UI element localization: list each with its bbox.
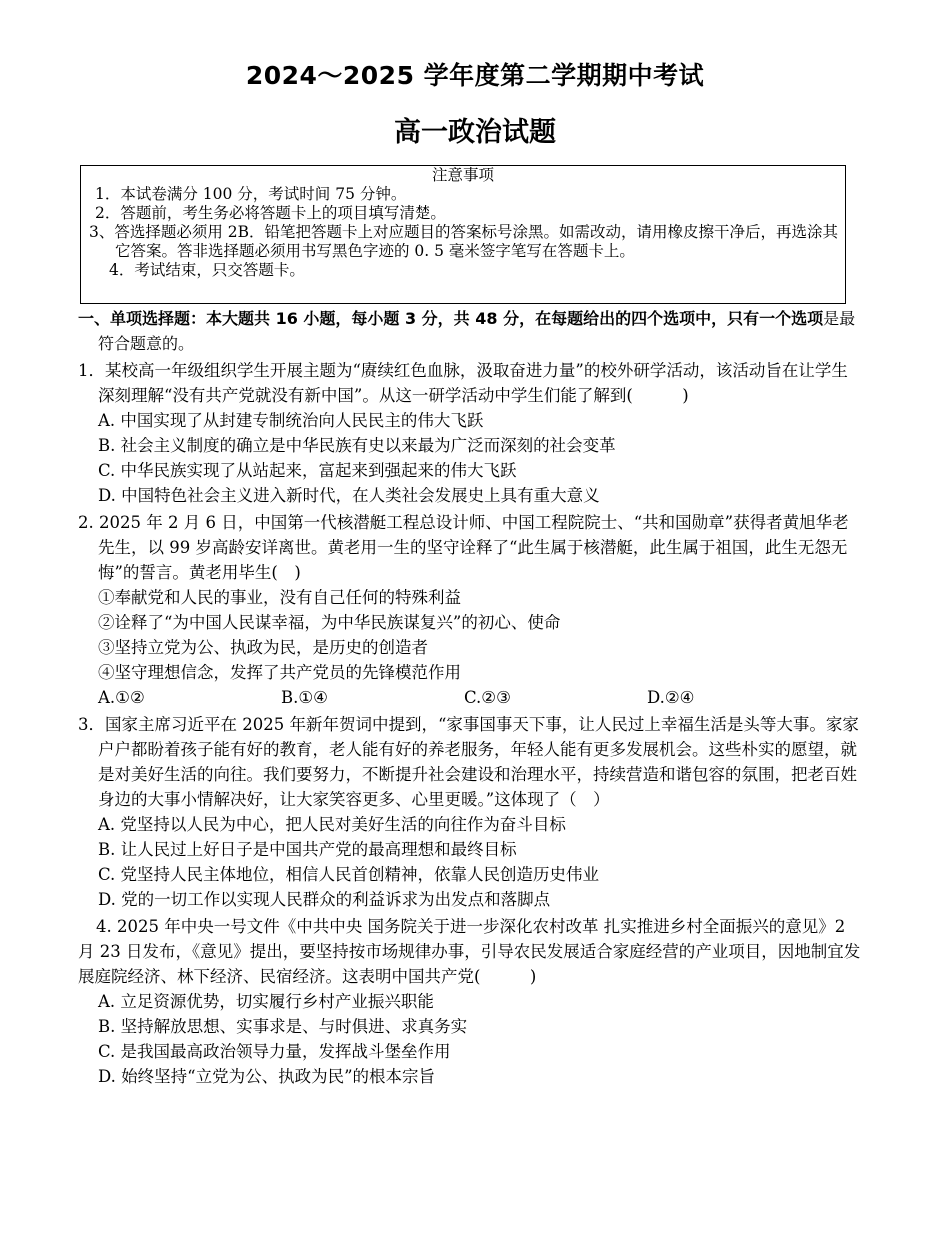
questions-area [78, 306, 864, 1089]
answer-option: A. 中国实现了从封建专制统治向人民民主的伟大飞跃 [98, 411, 484, 430]
answer-option: D. 中国特色社会主义进入新时代，在人类社会发展史上具有重大意义 [98, 486, 600, 505]
answer-option: B. 坚持解放思想、实事求是、与时俱进、求真务实 [98, 1017, 468, 1036]
notice-heading: 注意事项 [431, 166, 494, 184]
notice-item: 1．本试卷满分 100 分，考试时间 75 分钟。 [95, 185, 407, 203]
answer-option: A. 党坚持以人民为中心，把人民对美好生活的向往作为奋斗目标 [98, 815, 566, 834]
answer-option: C. 中华民族实现了从站起来，富起来到强起来的伟大飞跃 [98, 461, 517, 480]
notice-item: 3、答选择题必须用 2B．铅笔把答题卡上对应题目的答案标号涂黑。如需改动，请用橡皮擦干净后，再选涂其它答案。答非选择题必须用书写黑色字迹的 0. 5 毫米签字笔写在答题卡上。 [89, 223, 839, 260]
question-stem: 4. 2025 年中央一号文件《中共中央 国务院关于进一步深化农村改革 扎实推进乡村全面振兴的意见》2 月 23 日发布，《意见》提出，要坚持按市场规律办事，引导农民发展适合家庭经营的产业项目，因地制宜发展庭院经济、林下经济、民宿经济。这表明中国共产党( ) [78, 917, 861, 986]
answer-option: C.②③ [464, 688, 511, 707]
question-stem: 3．国家主席习近平在 2025 年新年贺词中提到，“家事国事天下事，让人民过上幸福生活是头等大事。家家户户都盼着孩子能有好的教育，老人能有好的养老服务，年轻人能有更多发展机会。这些朴实的愿望，就是对美好生活的向往。我们要努力，不断提升社会建设和治理水平，持续营造和谐包容的氛围，把老百姓身边的大事小情解决好，让大家笑容更多、心里更暖。”这体现了（ ） [78, 715, 859, 809]
exam-title: 2024～2025 学年度第二学期期中考试 [245, 61, 705, 90]
answer-option: D. 党的一切工作以实现人民群众的利益诉求为出发点和落脚点 [98, 890, 551, 909]
statement-item: ③坚持立党为公、执政为民，是历史的创造者 [98, 638, 428, 657]
answer-option: B.①④ [281, 688, 328, 707]
answer-option: A.①② [98, 688, 145, 707]
section-heading [78, 306, 864, 356]
question-stem: 1．某校高一年级组织学生开展主题为“赓续红色血脉，汲取奋进力量”的校外研学活动，该活动旨在让学生深刻理解“没有共产党就没有新中国”。从这一研学活动中学生们能了解到( ) [78, 361, 848, 405]
statement-item: ④坚守理想信念，发挥了共产党员的先锋模范作用 [98, 663, 461, 682]
answer-option: B. 社会主义制度的确立是中华民族有史以来最为广泛而深刻的社会变革 [98, 436, 616, 455]
answer-option: B. 让人民过上好日子是中国共产党的最高理想和最终目标 [98, 840, 517, 859]
statement-item: ②诠释了“为中国人民谋幸福，为中华民族谋复兴”的初心、使命 [98, 613, 561, 632]
question-stem: 2. 2025 年 2 月 6 日，中国第一代核潜艇工程总设计师、中国工程院院士、“共和国勋章”获得者黄旭华老先生，以 99 岁高龄安详离世。黄老用一生的坚守诠释了“此生属于核潜艇，此生属于祖国，此生无怨无悔”的誓言。黄老用毕生( ) [78, 513, 849, 582]
notice-box [80, 165, 846, 304]
exam-subtitle: 高一政治试题 [394, 117, 556, 148]
notice-item: 4．考试结束，只交答题卡。 [109, 261, 305, 279]
answer-option: D. 始终坚持“立党为公、执政为民”的根本宗旨 [98, 1067, 436, 1086]
answer-option: C. 党坚持人民主体地位，相信人民首创精神，依靠人民创造历史伟业 [98, 865, 600, 884]
notice-item: 2．答题前，考生务必将答题卡上的项目填写清楚。 [95, 204, 446, 222]
answer-option: D.②④ [647, 688, 695, 707]
section-heading-bold: 一、单项选择题：本大题共 16 小题，每小题 3 分，共 48 分，在每题给出的四个选项中，只有一个选项 [78, 309, 824, 328]
answer-option: A. 立足资源优势，切实履行乡村产业振兴职能 [98, 992, 434, 1011]
answer-option: C. 是我国最高政治领导力量，发挥战斗堡垒作用 [98, 1042, 451, 1061]
statement-item: ①奉献党和人民的事业，没有自己任何的特殊利益 [98, 588, 461, 607]
answer-options-row [78, 685, 864, 710]
section-heading-rest: 是最符合题意的。 [98, 309, 856, 353]
